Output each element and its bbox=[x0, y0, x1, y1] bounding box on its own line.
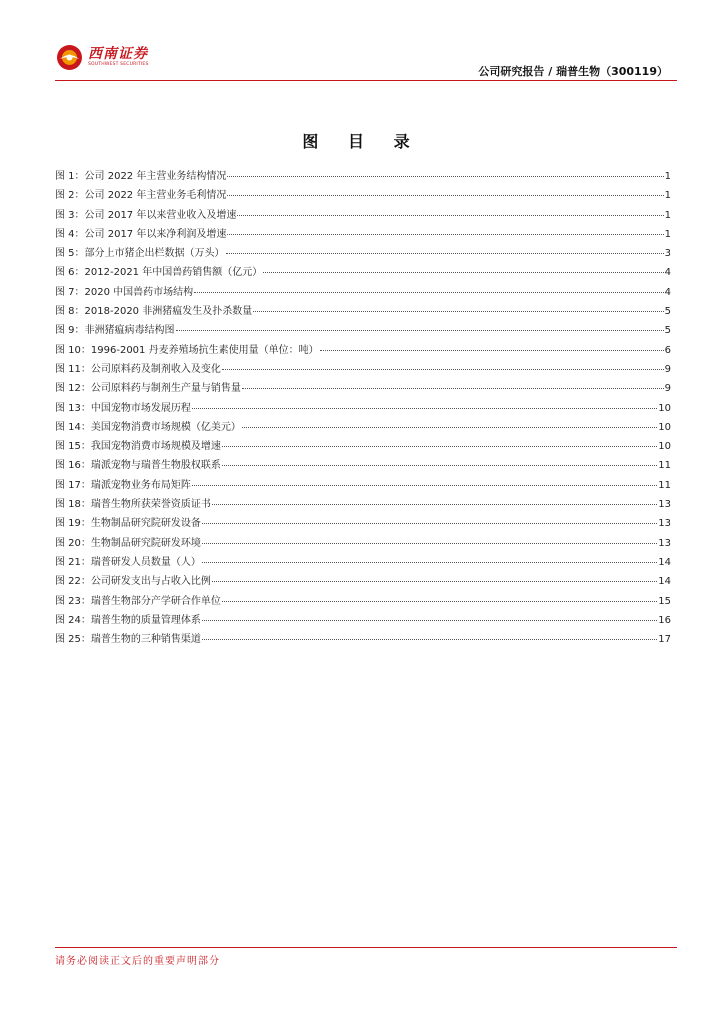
toc-entry-page: 1 bbox=[664, 171, 671, 182]
toc-dot-leader bbox=[192, 408, 657, 409]
toc-entry-page: 10 bbox=[658, 421, 671, 433]
page-header bbox=[0, 0, 724, 82]
toc-entry-label: 图 11：公司原料药及制剂收入及变化 bbox=[55, 363, 221, 375]
toc-entry-label: 图 7：2020 中国兽药市场结构 bbox=[55, 286, 194, 298]
toc-dot-leader bbox=[227, 176, 663, 177]
toc-entry[interactable] bbox=[55, 360, 671, 379]
toc-entry[interactable] bbox=[55, 611, 671, 630]
toc-entry[interactable] bbox=[55, 283, 671, 302]
toc-entry[interactable] bbox=[55, 379, 671, 398]
toc-entry-label: 图 14：美国宠物消费市场规模（亿美元） bbox=[55, 421, 241, 433]
toc-dot-leader bbox=[226, 253, 664, 254]
toc-entry-page: 17 bbox=[658, 634, 671, 646]
toc-entry-page: 10 bbox=[658, 402, 671, 414]
toc-dot-leader bbox=[222, 446, 657, 447]
toc-entry[interactable] bbox=[55, 399, 671, 418]
toc-entry-page: 11 bbox=[658, 460, 671, 472]
toc-entry[interactable] bbox=[55, 553, 671, 572]
toc-dot-leader bbox=[237, 215, 663, 216]
figure-table-of-contents bbox=[55, 167, 671, 649]
toc-dot-leader bbox=[202, 543, 657, 544]
footer-notice: 请务必阅读正文后的重要声明部分 bbox=[55, 956, 220, 967]
toc-entry-page: 1 bbox=[664, 209, 671, 221]
toc-entry-label: 图 12：公司原料药与制剂生产量与销售量 bbox=[55, 383, 241, 395]
toc-dot-leader bbox=[263, 272, 663, 273]
toc-entry[interactable] bbox=[55, 302, 671, 321]
toc-entry-page: 14 bbox=[658, 556, 671, 568]
toc-entry-label: 图 9：非洲猪瘟病毒结构图 bbox=[55, 325, 175, 337]
toc-entry[interactable] bbox=[55, 437, 671, 456]
toc-entry[interactable] bbox=[55, 225, 671, 244]
toc-dot-leader bbox=[222, 465, 657, 466]
toc-entry-label: 图 16：瑞派宠物与瑞普生物股权联系 bbox=[55, 460, 221, 472]
toc-entry-label: 图 2：公司 2022 年主营业务毛利情况 bbox=[55, 190, 227, 202]
toc-entry-page: 1 bbox=[664, 190, 671, 202]
toc-entry-label: 图 5：部分上市猪企出栏数据（万头） bbox=[55, 248, 225, 260]
logo-emblem-icon bbox=[56, 44, 83, 71]
toc-entry[interactable] bbox=[55, 476, 671, 495]
toc-entry-page: 5 bbox=[664, 306, 671, 318]
toc-entry-label: 图 18：瑞普生物所获荣誉资质证书 bbox=[55, 499, 211, 511]
toc-dot-leader bbox=[202, 639, 657, 640]
toc-dot-leader bbox=[320, 350, 664, 351]
toc-entry[interactable] bbox=[55, 630, 671, 649]
toc-entry-page: 13 bbox=[658, 518, 671, 530]
brand-logo bbox=[56, 44, 149, 71]
toc-dot-leader bbox=[212, 581, 657, 582]
toc-dot-leader bbox=[242, 427, 657, 428]
toc-entry[interactable] bbox=[55, 534, 671, 553]
toc-entry-label: 图 3：公司 2017 年以来营业收入及增速 bbox=[55, 209, 237, 221]
toc-entry[interactable] bbox=[55, 495, 671, 514]
toc-dot-leader bbox=[253, 311, 663, 312]
toc-entry[interactable] bbox=[55, 167, 671, 186]
logo-english-name: SOUTHWEST SECURITIES bbox=[88, 62, 149, 68]
toc-dot-leader bbox=[192, 485, 657, 486]
toc-entry-label: 图 24：瑞普生物的质量管理体系 bbox=[55, 614, 201, 626]
toc-entry-label: 图 17：瑞派宠物业务布局矩阵 bbox=[55, 479, 191, 491]
toc-entry-page: 14 bbox=[658, 576, 671, 588]
toc-entry-page: 9 bbox=[664, 363, 671, 375]
toc-entry-page: 5 bbox=[664, 325, 671, 337]
toc-entry-label: 图 21：瑞普研发人员数量（人） bbox=[55, 556, 201, 568]
toc-dot-leader bbox=[227, 195, 663, 196]
toc-dot-leader bbox=[222, 369, 664, 370]
toc-entry-page: 4 bbox=[664, 286, 671, 298]
toc-entry[interactable] bbox=[55, 514, 671, 533]
toc-entry-page: 16 bbox=[658, 614, 671, 626]
toc-entry-label: 图 4：公司 2017 年以来净利润及增速 bbox=[55, 228, 227, 240]
toc-entry-page: 10 bbox=[658, 441, 671, 453]
toc-entry-page: 11 bbox=[658, 479, 671, 491]
toc-entry[interactable] bbox=[55, 418, 671, 437]
toc-entry[interactable] bbox=[55, 456, 671, 475]
toc-entry-label: 图 22：公司研发支出与占收入比例 bbox=[55, 576, 211, 588]
toc-entry-page: 6 bbox=[664, 344, 671, 356]
toc-entry-label: 图 13：中国宠物市场发展历程 bbox=[55, 402, 191, 414]
toc-entry[interactable] bbox=[55, 572, 671, 591]
toc-entry-label: 图 1：公司 2022 年主营业务结构情况 bbox=[55, 171, 227, 182]
toc-dot-leader bbox=[227, 234, 663, 235]
toc-entry-page: 9 bbox=[664, 383, 671, 395]
toc-dot-leader bbox=[202, 562, 657, 563]
toc-entry-page: 1 bbox=[664, 228, 671, 240]
toc-entry-page: 13 bbox=[658, 537, 671, 549]
report-title: 公司研究报告 / 瑞普生物（300119） bbox=[478, 65, 668, 78]
toc-dot-leader bbox=[242, 388, 664, 389]
toc-entry-page: 15 bbox=[658, 595, 671, 607]
toc-entry[interactable] bbox=[55, 206, 671, 225]
toc-dot-leader bbox=[212, 504, 657, 505]
toc-dot-leader bbox=[202, 620, 657, 621]
toc-entry-page: 13 bbox=[658, 499, 671, 511]
toc-entry[interactable] bbox=[55, 263, 671, 282]
toc-entry-page: 4 bbox=[664, 267, 671, 279]
toc-entry[interactable] bbox=[55, 592, 671, 611]
toc-entry-label: 图 20：生物制品研究院研发环境 bbox=[55, 537, 201, 549]
page-title: 图 目 录 bbox=[302, 132, 422, 151]
toc-dot-leader bbox=[176, 330, 664, 331]
toc-entry-label: 图 6：2012-2021 年中国兽药销售额（亿元） bbox=[55, 267, 263, 279]
toc-dot-leader bbox=[202, 523, 657, 524]
toc-dot-leader bbox=[222, 601, 657, 602]
toc-entry[interactable] bbox=[55, 244, 671, 263]
logo-chinese-name: 西南证券 bbox=[88, 46, 148, 63]
toc-entry-label: 图 19：生物制品研究院研发设备 bbox=[55, 518, 201, 530]
toc-entry-label: 图 23：瑞普生物部分产学研合作单位 bbox=[55, 595, 221, 607]
header-divider bbox=[55, 80, 677, 81]
toc-entry-label: 图 15：我国宠物消费市场规模及增速 bbox=[55, 441, 221, 453]
toc-entry-page: 3 bbox=[664, 248, 671, 260]
toc-entry-label: 图 25：瑞普生物的三种销售渠道 bbox=[55, 634, 201, 646]
toc-entry[interactable] bbox=[55, 321, 671, 340]
toc-dot-leader bbox=[194, 292, 663, 293]
toc-entry[interactable] bbox=[55, 341, 671, 360]
footer-divider bbox=[55, 947, 677, 948]
toc-entry-label: 图 8：2018-2020 非洲猪瘟发生及扑杀数量 bbox=[55, 306, 253, 318]
toc-entry-label: 图 10：1996-2001 丹麦养殖场抗生素使用量（单位：吨） bbox=[55, 344, 319, 356]
toc-entry[interactable] bbox=[55, 186, 671, 205]
